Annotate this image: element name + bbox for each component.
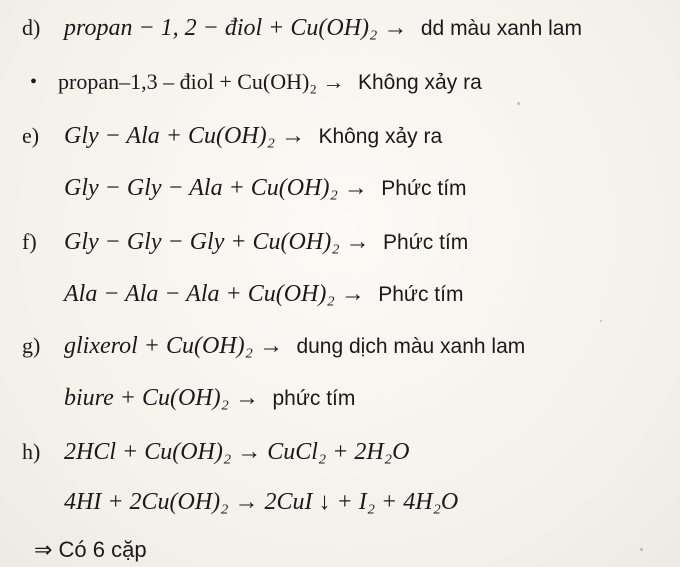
result-bullet: Không xảy ra [358,71,482,94]
scan-speck [517,102,520,105]
bullet: • [30,71,38,93]
conclusion-text: ⇒ Có 6 cặp [34,537,147,562]
scan-speck [640,548,643,551]
result-e: Không xảy ra [318,125,443,148]
formula-f: Gly − Gly − Gly + Cu(OH)₂ → [64,229,370,255]
reaction-e2 [64,174,467,203]
reaction-d [64,14,582,43]
result-f2: Phức tím [378,283,464,306]
reaction-f [64,228,468,257]
result-f: Phức tím [383,231,469,254]
formula-h2: 4HI + 2Cu(OH)₂ → 2CuI ↓ + I₂ + 4H₂O [64,489,459,515]
formula-f2: Ala − Ala − Ala + Cu(OH)₂ → [64,281,365,307]
formula-g2: biure + Cu(OH)₂ → [64,385,259,411]
result-g: dung dịch màu xanh lam [296,335,526,358]
result-d: dd màu xanh lam [420,17,582,40]
reaction-e [64,122,442,151]
label-h: h) [22,439,41,464]
scan-speck [600,320,602,322]
result-g2: phức tím [272,387,356,410]
result-e2: Phức tím [381,177,467,200]
reaction-bullet [58,68,482,97]
label-g: g) [22,333,41,358]
reaction-h2 [64,488,458,516]
reaction-g2 [64,384,355,413]
reaction-h [64,438,409,466]
formula-h: 2HCl + Cu(OH)₂ → CuCl₂ + 2H₂O [64,439,410,465]
reaction-g [64,332,525,361]
label-d: d) [22,15,41,40]
formula-d: propan − 1, 2 − điol + Cu(OH)₂ → [64,15,408,41]
conclusion [34,536,147,564]
formula-e: Gly − Ala + Cu(OH)₂ → [64,123,305,149]
formula-g: glixerol + Cu(OH)₂ → [64,333,283,359]
formula-bullet: propan–1,3 – điol + Cu(OH)₂ → [58,69,345,94]
label-e: e) [22,123,40,148]
formula-e2: Gly − Gly − Ala + Cu(OH)₂ → [64,175,368,201]
reaction-f2 [64,280,463,309]
label-f: f) [22,229,37,254]
